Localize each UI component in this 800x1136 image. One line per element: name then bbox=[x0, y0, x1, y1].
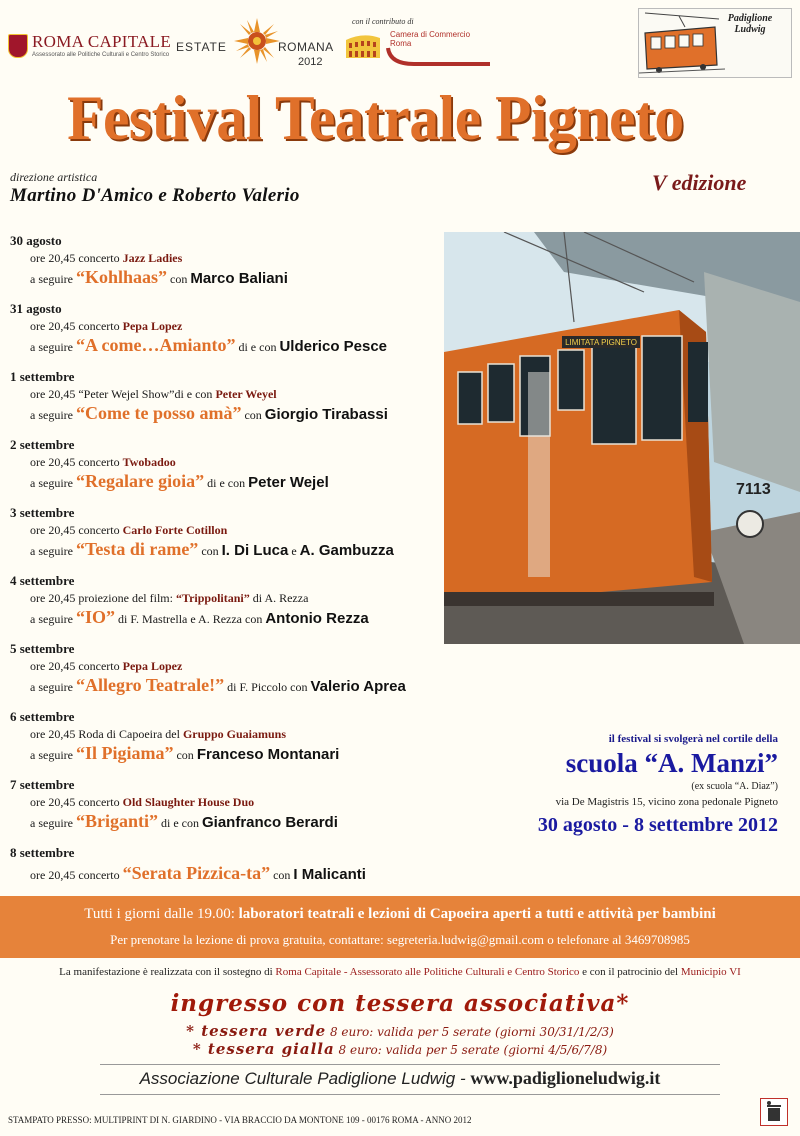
padiglione-line2: Ludwig bbox=[734, 24, 766, 35]
event-show: “Come te posso amà” bbox=[75, 403, 242, 423]
event-artist: I Malicanti bbox=[293, 866, 366, 883]
venue-former-name: (ex scuola “A. Diaz”) bbox=[691, 781, 778, 792]
association-line bbox=[0, 1068, 800, 1089]
event-performer: “Trippolitani” bbox=[175, 591, 250, 605]
event-show: “Il Pigiama” bbox=[75, 743, 174, 763]
program-list bbox=[10, 232, 440, 884]
sun-icon bbox=[234, 18, 280, 64]
workshop-banner bbox=[0, 896, 800, 958]
event-date: 5 settembre bbox=[10, 641, 75, 656]
padiglione-ludwig-logo bbox=[638, 8, 792, 78]
event-date: 8 settembre bbox=[10, 845, 75, 860]
festival-dates: 30 agosto - 8 settembre 2012 bbox=[537, 814, 778, 836]
event-show: “A come…Amianto” bbox=[75, 335, 236, 355]
roma-capitale-logo bbox=[8, 32, 171, 58]
event-1: 31 agosto ore 20,45 concerto Pepa Lopez a seguire “A come…Amianto” di e con Ulderico Pesce bbox=[10, 300, 440, 368]
event-performer: Peter Weyel bbox=[215, 387, 277, 401]
printed-by: STAMPATO PRESSO: MULTIPRINT DI N. GIARDINO - VIA BRACCIO DA MONTONE 109 - 00176 ROMA - ANNO 2012 bbox=[8, 1115, 472, 1125]
event-artist: Ulderico Pesce bbox=[279, 338, 388, 355]
association-url: www.padiglioneludwig.it bbox=[470, 1068, 661, 1088]
event-show: “Regalare gioia” bbox=[75, 471, 205, 491]
event-performer: Carlo Forte Cotillon bbox=[122, 523, 228, 537]
event-6: 5 settembre ore 20,45 concerto Pepa Lopez a seguire “Allegro Teatrale!” di F. Piccolo con Valerio Aprea bbox=[10, 640, 440, 708]
event-artist: Gianfranco Berardi bbox=[202, 814, 338, 831]
estate-year: 2012 bbox=[298, 56, 323, 68]
event-4: 3 settembre ore 20,45 concerto Carlo Forte Cotillon a seguire “Testa di rame” con I. Di Luca e A. Gambuzza bbox=[10, 504, 440, 572]
estate-right-text: ROMANA bbox=[278, 40, 334, 54]
event-date: 1 settembre bbox=[10, 369, 75, 384]
support-line: La manifestazione è realizzata con il sostegno di Roma Capitale - Assessorato alle Politiche Culturali e Centro Storico e con il patrocinio del Municipio VI bbox=[59, 966, 741, 978]
event-date: 3 settembre bbox=[10, 505, 75, 520]
event-performer: Gruppo Guaiamuns bbox=[182, 727, 287, 741]
event-show: “Allegro Teatrale!” bbox=[75, 675, 225, 695]
recycle-bin-icon bbox=[760, 1098, 788, 1126]
event-performer: Pepa Lopez bbox=[122, 319, 183, 333]
festival-title: Festival Teatrale Pigneto bbox=[67, 82, 684, 153]
event-show: “IO” bbox=[75, 607, 115, 627]
camera-arc-icon bbox=[384, 40, 494, 68]
event-5: 4 settembre ore 20,45 proiezione del film: “Trippolitani” di A. Rezza a seguire “IO” di F. Mastrella e A. Rezza con Antonio Rezza bbox=[10, 572, 440, 640]
event-date: 2 settembre bbox=[10, 437, 75, 452]
event-artist: Valerio Aprea bbox=[310, 678, 406, 695]
divider bbox=[100, 1064, 720, 1065]
venue-school: scuola “A. Manzi” bbox=[565, 748, 778, 778]
event-artist: Antonio Rezza bbox=[265, 610, 369, 627]
ticket-yellow: * tessera gialla 8 euro: valida per 5 serate (giorni 4/5/6/7/8) bbox=[192, 1040, 608, 1058]
edition-label: V edizione bbox=[652, 170, 747, 195]
event-performer: Jazz Ladies bbox=[122, 251, 183, 265]
artistic-direction-label: direzione artistica bbox=[10, 170, 98, 184]
ticket-green: * tessera verde 8 euro: valida per 5 serate (giorni 30/31/1/2/3) bbox=[186, 1022, 614, 1040]
event-artist: Peter Wejel bbox=[248, 474, 329, 491]
event-0: 30 agosto ore 20,45 concerto Jazz Ladies a seguire “Kohlhaas” con Marco Baliani bbox=[10, 232, 440, 300]
event-2: 1 settembre ore 20,45 “Peter Wejel Show”di e con Peter Weyel a seguire “Come te posso amà” con Giorgio Tirabassi bbox=[10, 368, 440, 436]
camera-line1: Camera di Commercio bbox=[390, 30, 471, 39]
entry-title: ingresso con tessera associativa* bbox=[170, 990, 630, 1017]
event-9: 8 settembre ore 20,45 concerto “Serata Pizzica-ta” con I Malicanti bbox=[10, 844, 440, 884]
workshop-lead: Tutti i giorni dalle 19.00: bbox=[84, 906, 235, 922]
venue-address: via De Magistris 15, vicino zona pedonale Pigneto bbox=[555, 796, 778, 808]
support-sponsor: Roma Capitale - Assessorato alle Politiche Culturali e Centro Storico bbox=[275, 966, 580, 978]
event-artist: I. Di Luca bbox=[221, 542, 289, 559]
event-artist: Franceso Montanari bbox=[196, 746, 340, 763]
workshop-booking: Per prenotare la lezione di prova gratuita, contattare: segreteria.ludwig@gmail.com o telefonare al 3469708985 bbox=[110, 932, 690, 947]
roma-capitale-title: ROMA CAPITALE bbox=[32, 32, 172, 51]
colosseum-icon bbox=[344, 30, 382, 60]
svg-text:7113: 7113 bbox=[736, 481, 771, 498]
event-performer: Twobadoo bbox=[122, 455, 176, 469]
event-artist-2: A. Gambuzza bbox=[299, 542, 394, 559]
event-performer: Old Slaughter House Duo bbox=[122, 795, 255, 809]
roma-capitale-subtitle: Assessorato alle Politiche Culturali e Centro Storico bbox=[32, 52, 170, 58]
event-show: “Briganti” bbox=[75, 811, 158, 831]
event-show: “Kohlhaas” bbox=[75, 267, 168, 287]
event-8: 7 settembre ore 20,45 concerto Old Slaughter House Duo a seguire “Briganti” di e con Gianfranco Berardi bbox=[10, 776, 440, 844]
event-date: 31 agosto bbox=[10, 301, 62, 316]
contributo-label: con il contributo di bbox=[352, 17, 414, 26]
event-3: 2 settembre ore 20,45 concerto Twobadoo a seguire “Regalare gioia” di e con Peter Wejel bbox=[10, 436, 440, 504]
tram-photo bbox=[444, 232, 800, 644]
padiglione-line1: Padiglione bbox=[727, 13, 773, 24]
event-date: 4 settembre bbox=[10, 573, 75, 588]
event-show: “Testa di rame” bbox=[75, 539, 199, 559]
workshop-text: laboratori teatrali e lezioni di Capoeira aperti a tutti e attività per bambini bbox=[238, 906, 716, 922]
svg-text:LIMITATA PIGNETO: LIMITATA PIGNETO bbox=[565, 338, 637, 347]
camera-line2: Roma bbox=[390, 39, 412, 48]
event-show: “Serata Pizzica-ta” bbox=[122, 863, 271, 883]
event-date: 30 agosto bbox=[10, 233, 62, 248]
support-patron: Municipio VI bbox=[680, 966, 741, 978]
venue-intro: il festival si svolgerà nel cortile della bbox=[608, 733, 778, 745]
event-artist: Marco Baliani bbox=[190, 270, 288, 287]
event-artist: Giorgio Tirabassi bbox=[264, 406, 388, 423]
venue-info bbox=[490, 732, 778, 840]
estate-left-text: ESTATE bbox=[176, 40, 227, 54]
event-date: 6 settembre bbox=[10, 709, 75, 724]
association-name: Associazione Culturale Padiglione Ludwig - bbox=[139, 1069, 466, 1088]
event-performer: Pepa Lopez bbox=[122, 659, 183, 673]
event-7: 6 settembre ore 20,45 Roda di Capoeira del Gruppo Guaiamuns a seguire “Il Pigiama” con Franceso Montanari bbox=[10, 708, 440, 776]
roma-shield-icon bbox=[8, 34, 28, 58]
event-date: 7 settembre bbox=[10, 777, 75, 792]
tram-sketch-icon bbox=[639, 9, 725, 75]
divider bbox=[100, 1094, 720, 1095]
estate-romana-logo bbox=[176, 18, 336, 74]
directors-names: Martino D'Amico e Roberto Valerio bbox=[10, 185, 300, 206]
